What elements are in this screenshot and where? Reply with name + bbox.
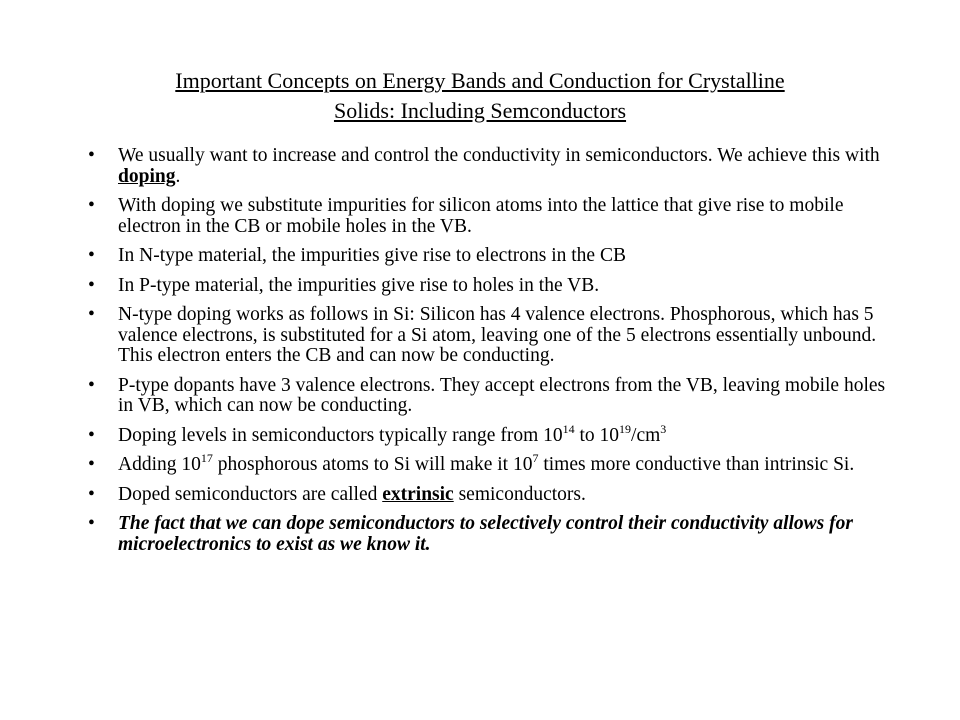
bullet-dot-icon: • [88, 374, 95, 396]
superscript: 3 [660, 421, 667, 436]
bullet-text: With doping we substitute impurities for silicon atoms into the lattice that give rise to mobile electron in the CB or mobile holes in the VB. [118, 195, 844, 237]
slide-title-line-1: Important Concepts on Energy Bands and Conduction for Crystalline [175, 68, 785, 93]
bullet-dot-icon: • [88, 513, 95, 534]
slide-title-line-2: Solids: Including Semconductors [333, 98, 627, 123]
bullet-item-n-type [88, 246, 888, 267]
bullet-dot-icon: • [88, 145, 95, 166]
bullet-item-doping-intro [88, 146, 888, 187]
emphasis-extrinsic: extrinsic [382, 483, 454, 505]
bullet-text-end: . [175, 165, 181, 187]
bullet-item-conclusion [88, 514, 888, 555]
bullet-text: Doping levels in semiconductors typically range from 10 [118, 424, 563, 446]
bullet-list [88, 146, 888, 564]
bullet-text: /cm [631, 424, 661, 446]
superscript: 19 [619, 421, 632, 436]
bullet-item-phosphorous-conductivity [88, 451, 888, 476]
superscript: 7 [532, 451, 539, 465]
bullet-dot-icon: • [88, 454, 95, 475]
bullet-text: Doped semiconductors are called [118, 483, 383, 505]
bullet-text: times more conductive than intrinsic Si. [538, 454, 855, 475]
bullet-item-doping-levels [88, 421, 888, 447]
bullet-text-end: semiconductors. [453, 483, 586, 505]
bullet-text: Adding 10 [118, 454, 201, 475]
slide-title [80, 66, 880, 126]
bullet-text: P-type dopants have 3 valence electrons. They accept electrons from the VB, leaving mobile holes in VB, which can now be conducting. [118, 374, 886, 416]
bullet-text: In P-type material, the impurities give rise to holes in the VB. [118, 274, 600, 296]
bullet-text-emphasis: The fact that we can dope semiconductors to selectively control their conductivity allows for microelectronics to exist as we know it. [118, 513, 853, 555]
bullet-item-substitution [88, 196, 888, 237]
bullet-dot-icon: • [88, 424, 95, 446]
bullet-item-n-type-doping [88, 305, 888, 367]
superscript: 17 [200, 451, 213, 465]
bullet-dot-icon: • [88, 304, 95, 325]
bullet-item-extrinsic [88, 485, 888, 506]
bullet-dot-icon: • [88, 274, 95, 296]
bullet-text: phosphorous atoms to Si will make it 10 [212, 454, 533, 475]
bullet-text: In N-type material, the impurities give rise to electrons in the CB [118, 245, 626, 266]
bullet-dot-icon: • [88, 195, 95, 216]
superscript: 14 [562, 421, 575, 436]
bullet-dot-icon: • [88, 245, 95, 266]
bullet-text: N-type doping works as follows in Si: Silicon has 4 valence electrons. Phosphorous, which has 5 valence electrons, is substituted for a Si atom, leaving one of the 5 electrons essentially unbound. This electron enters the CB and can now be conducting. [118, 304, 877, 366]
bullet-item-p-type-dopants [88, 376, 888, 417]
bullet-dot-icon: • [88, 483, 95, 505]
emphasis-doping: doping [118, 165, 176, 187]
bullet-text: to 10 [574, 424, 620, 446]
bullet-item-p-type [88, 276, 888, 297]
bullet-text: We usually want to increase and control the conductivity in semiconductors. We achieve this with [118, 145, 880, 166]
